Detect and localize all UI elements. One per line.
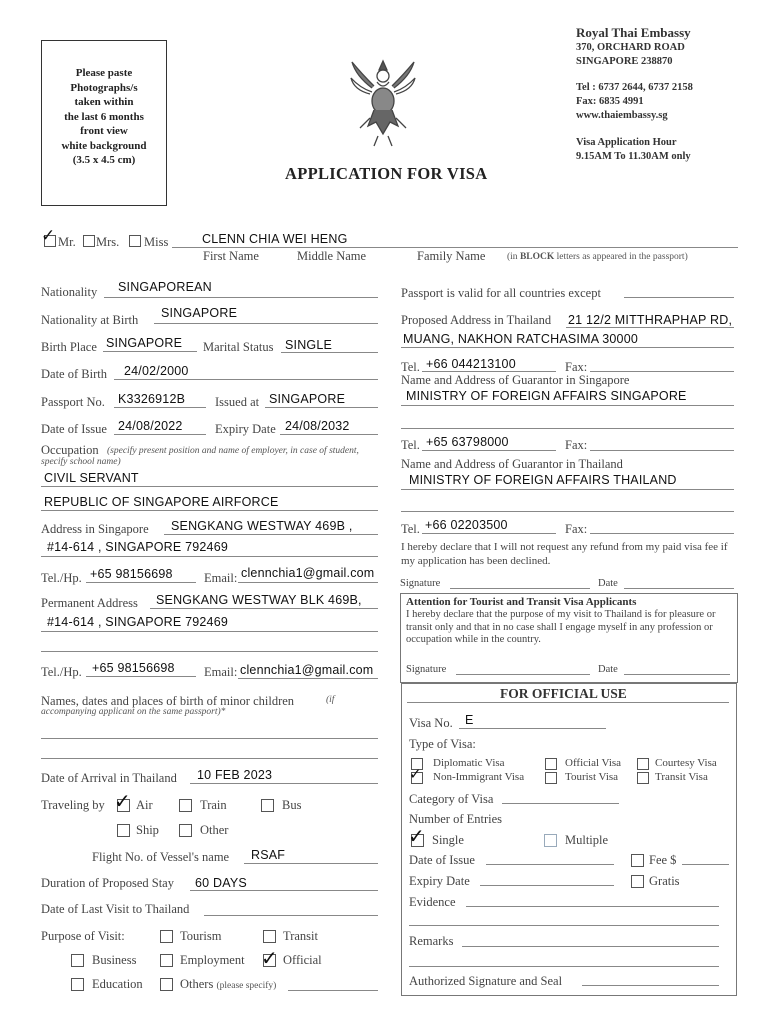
check-mark-icon: ✓ [261,946,278,970]
ship-label: Ship [136,823,159,837]
email2-line [238,678,378,679]
official-visa-checkbox[interactable] [545,758,557,770]
email1-value[interactable]: clennchia1@gmail.com [241,566,375,580]
other-label: Other [200,823,229,837]
education-label: Education [92,977,143,991]
marital-label: Marital Status [203,340,274,354]
business-checkbox[interactable] [71,954,84,967]
date-line [624,588,734,589]
tel2-label: Tel./Hp. [41,665,82,679]
dob-label: Date of Birth [41,367,107,381]
tel-g-th-line [422,533,556,534]
photo-line: white background [61,139,147,152]
mr-label: Mr. [58,235,76,249]
embassy-website: www.thaiembassy.sg [576,110,668,121]
remarks-line1 [462,946,719,947]
train-label: Train [200,798,227,812]
name-underline [172,247,738,248]
authorized-signature-line [582,985,719,986]
nationality-value[interactable]: SINGAPOREAN [118,280,212,294]
date-issue-value[interactable]: 24/08/2022 [118,419,183,433]
check-mark-icon: ✓ [409,765,422,783]
note-bold: BLOCK [519,252,555,262]
marital-value[interactable]: SINGLE [285,338,333,352]
occupation-line2-rule [41,510,378,511]
passport-valid-label: Passport is valid for all countries except [401,286,601,300]
others-checkbox[interactable] [160,978,173,991]
passport-no-label: Passport No. [41,395,105,409]
tel-g-th-label: Tel. [401,522,420,536]
guarantor-sg-rule1 [401,405,734,406]
tel1-value[interactable]: +65 98156698 [90,567,173,581]
passport-no-value[interactable]: K3326912B [118,392,186,406]
entries-label: Number of Entries [409,812,503,826]
tel1-line [86,582,196,583]
guarantor-sg-value[interactable]: MINISTRY OF FOREIGN AFFAIRS SINGAPORE [406,389,687,403]
occupation-line1[interactable]: CIVIL SERVANT [44,471,139,485]
bus-checkbox[interactable] [261,799,274,812]
photo-line: the last 6 months [64,110,144,123]
mrs-checkbox[interactable] [83,235,95,247]
birth-place-line [103,351,197,352]
date-label: Date [598,578,618,589]
purpose-label: Purpose of Visit: [41,929,125,943]
date2-label: Date [598,664,618,675]
category-label: Category of Visa [409,792,494,806]
email2-value[interactable]: clennchia1@gmail.com [240,663,374,677]
marital-line [281,352,378,353]
tourist-checkbox[interactable] [545,772,557,784]
issued-at-line [265,407,378,408]
passport-valid-line [624,297,734,298]
photo-line: taken within [74,96,134,108]
miss-label: Miss [144,235,169,249]
fax-g-sg-label: Fax: [565,438,588,452]
attention-title: Attention for Tourist and Transit Visa Applicants [406,596,637,608]
signature-label: Signature [400,578,441,589]
visa-no-value[interactable]: E [465,713,474,727]
email2-label: Email: [204,665,238,679]
address-sg-rule2 [41,556,378,557]
embassy-fax: Fax: 6835 4991 [576,96,644,107]
expiry-value[interactable]: 24/08/2032 [285,419,350,433]
photo-line: Photographs/s [70,81,138,94]
tourist-label: Tourist Visa [565,771,619,783]
single-label: Single [432,833,464,847]
date-issue-label: Date of Issue [41,422,107,436]
tel-g-sg-value[interactable]: +65 63798000 [426,435,509,449]
gratis-label: Gratis [649,874,680,888]
guarantor-sg-rule2 [401,428,734,429]
duration-label: Duration of Proposed Stay [41,876,174,890]
embassy-address1: 370, ORCHARD ROAD [576,42,685,53]
signature2-line [456,674,590,675]
address-thai-label: Proposed Address in Thailand [401,313,552,327]
issued-at-value[interactable]: SINGAPORE [269,392,346,406]
guarantor-sg-label: Name and Address of Guarantor in Singapore [401,373,630,387]
others-text: Others [180,977,214,991]
multiple-checkbox[interactable] [544,834,557,847]
first-name-label: First Name [203,249,259,263]
arrival-line [190,783,378,784]
category-line [502,803,619,804]
guarantor-th-value[interactable]: MINISTRY OF FOREIGN AFFAIRS THAILAND [409,473,677,487]
perm-address-rule3 [41,651,378,652]
evidence-label: Evidence [409,895,456,909]
perm-address-line2[interactable]: #14-614 , SINGAPORE 792469 [47,615,228,629]
courtesy-checkbox[interactable] [637,758,649,770]
passport-no-line [114,407,206,408]
tel-thai-value[interactable]: +66 044213100 [426,357,516,371]
embassy-address2: SINGAPORE 238870 [576,56,673,67]
others-line [288,990,378,991]
address-sg-line1[interactable]: SENGKANG WESTWAY 469B , [171,519,353,533]
train-checkbox[interactable] [179,799,192,812]
tourism-label: Tourism [180,929,222,943]
embassy-name: Royal Thai Embassy [576,25,691,40]
photo-instructions [43,66,165,168]
ship-checkbox[interactable] [117,824,130,837]
occupation-line1-rule [41,486,378,487]
address-sg-label: Address in Singapore [41,522,149,536]
dob-line [114,379,378,380]
signature-line [450,588,590,589]
mrs-label: Mrs. [96,235,120,249]
official-use-title: FOR OFFICIAL USE [500,686,627,701]
occupation-note: (specify present position and name of employer, in case of student, specify school name) [41,446,359,467]
remarks-label: Remarks [409,934,454,948]
birth-place-value[interactable]: SINGAPORE [106,336,183,350]
tel-thai-label: Tel. [401,360,420,374]
duration-value[interactable]: 60 DAYS [195,876,247,890]
fax-g-sg-line [590,450,734,451]
flight-line [244,863,378,864]
dob-value[interactable]: 24/02/2000 [124,364,189,378]
perm-address-rule1 [150,608,378,609]
email1-line [238,582,378,583]
employment-checkbox[interactable] [160,954,173,967]
visa-hours-label: Visa Application Hour [576,137,677,148]
note-prefix: (in [507,252,520,262]
tel-g-th-value[interactable]: +66 02203500 [425,518,508,532]
minors-line2 [41,758,378,759]
tourism-checkbox[interactable] [160,930,173,943]
authorized-signature-label: Authorized Signature and Seal [409,974,563,988]
email1-label: Email: [204,571,238,585]
traveling-label: Traveling by [41,798,105,812]
minors-note-text: (if accompanying applicant on the same passport)* [41,695,335,717]
signature2-label: Signature [406,664,447,675]
tel2-value[interactable]: +65 98156698 [92,661,175,675]
last-visit-label: Date of Last Visit to Thailand [41,902,190,916]
nationality-label: Nationality [41,285,98,299]
occupation-label: Occupation [41,443,99,457]
fee-checkbox[interactable] [631,854,644,867]
flight-value[interactable]: RSAF [251,848,286,862]
courtesy-label: Courtesy Visa [655,757,717,769]
note-suffix: letters as appeared in the passport) [554,252,688,262]
evidence-line1 [466,906,719,907]
nationality-birth-value[interactable]: SINGAPORE [161,306,238,320]
tel2-line [86,676,196,677]
air-label: Air [136,798,153,812]
guarantor-th-label: Name and Address of Guarantor in Thailand [401,457,623,471]
employment-label: Employment [180,953,245,967]
nationality-birth-label: Nationality at Birth [41,313,139,327]
diplomatic-label: Diplomatic Visa [433,757,505,769]
arrival-label: Date of Arrival in Thailand [41,771,177,785]
transit-visa-label: Transit Visa [655,771,708,783]
perm-address-label: Permanent Address [41,596,138,610]
transit-label: Transit [283,929,318,943]
others-label [180,977,276,992]
type-of-visa-label: Type of Visa: [409,737,476,751]
visa-no-label: Visa No. [409,716,453,730]
official-expiry-line [480,885,614,886]
date2-line [624,674,730,675]
fee-line [682,864,729,865]
embassy-tel: Tel : 6737 2644, 6737 2158 [576,82,693,93]
official-date-issue-label: Date of Issue [409,853,475,867]
date-issue-line [114,434,206,435]
page-title: APPLICATION FOR VISA [285,164,488,183]
business-label: Business [92,953,137,967]
tel1-label: Tel./Hp. [41,571,82,585]
photo-line: (3.5 x 4.5 cm) [72,154,136,166]
check-mark-icon: ✓ [114,789,131,813]
transit-visa-checkbox[interactable] [637,772,649,784]
birth-place-label: Birth Place [41,340,97,354]
perm-address-rule2 [41,631,378,632]
multiple-label: Multiple [565,833,609,847]
check-mark-icon: ✓ [408,824,425,848]
miss-checkbox[interactable] [129,235,141,247]
fax-thai-label: Fax: [565,360,588,374]
address-thai-line1[interactable]: 21 12/2 MITTHRAPHAP RD, [568,313,733,327]
perm-address-line1[interactable]: SENGKANG WESTWAY BLK 469B, [156,593,362,607]
address-sg-line2[interactable]: #14-614 , SINGAPORE 792469 [47,540,228,554]
official-title-rule [407,702,729,703]
education-checkbox[interactable] [71,978,84,991]
transit-checkbox[interactable] [263,930,276,943]
expiry-label: Expiry Date [215,422,276,436]
check-mark-icon: ✓ [41,226,56,246]
tel-g-sg-label: Tel. [401,438,420,452]
photo-line: front view [80,125,128,137]
guarantor-th-rule2 [401,511,734,512]
duration-line [190,890,378,891]
evidence-line2 [409,925,719,926]
others-note: (please specify) [216,981,277,991]
official-expiry-label: Expiry Date [409,874,470,888]
official-visa-label: Official Visa [565,757,622,769]
official-date-issue-line [486,864,614,865]
block-letters-note [507,252,688,262]
middle-name-label: Middle Name [297,249,367,263]
nationality-line [104,297,378,298]
visa-no-line [459,728,606,729]
visa-hours: 9.15AM To 11.30AM only [576,151,691,162]
nationality-birth-line [154,323,378,324]
issued-at-label: Issued at [215,395,260,409]
address-thai-line2[interactable]: MUANG, NAKHON RATCHASIMA 30000 [403,332,638,346]
arrival-value[interactable]: 10 FEB 2023 [197,768,273,782]
minors-note [41,694,371,718]
tel-thai-line [422,371,556,372]
address-sg-rule1 [164,534,378,535]
minors-line1 [41,738,378,739]
expiry-line [280,434,378,435]
flight-label: Flight No. of Vessel's name [92,850,230,864]
address-thai-rule2 [401,347,734,348]
full-name-value[interactable]: CLENN CHIA WEI HENG [202,232,348,246]
refund-declaration: I hereby declare that I will not request any refund from my paid visa fee if my application has been declined. [401,541,728,567]
fax-g-th-line [590,533,734,534]
bus-label: Bus [282,798,302,812]
occupation-line2[interactable]: REPUBLIC OF SINGAPORE AIRFORCE [44,495,279,509]
family-name-label: Family Name [417,249,486,263]
fax-g-th-label: Fax: [565,522,588,536]
garuda-emblem-icon [348,56,418,151]
official-label: Official [283,953,322,967]
fax-thai-line [590,371,734,372]
last-visit-line [204,915,378,916]
guarantor-th-rule1 [401,489,734,490]
fee-label: Fee $ [649,853,677,867]
attention-text: I hereby declare that the purpose of my visit to Thailand is for pleasure or transit only and that in no case shall I engage myself in any profession or occupation while in the country. [406,609,716,645]
photo-line: Please paste [75,67,133,79]
remarks-line2 [409,966,719,967]
address-thai-rule1 [566,327,734,328]
non-immigrant-label: Non-Immigrant Visa [433,771,525,783]
minors-label: Names, dates and places of birth of minor children [41,694,295,708]
tel-g-sg-line [422,450,556,451]
other-checkbox[interactable] [179,824,192,837]
gratis-checkbox[interactable] [631,875,644,888]
